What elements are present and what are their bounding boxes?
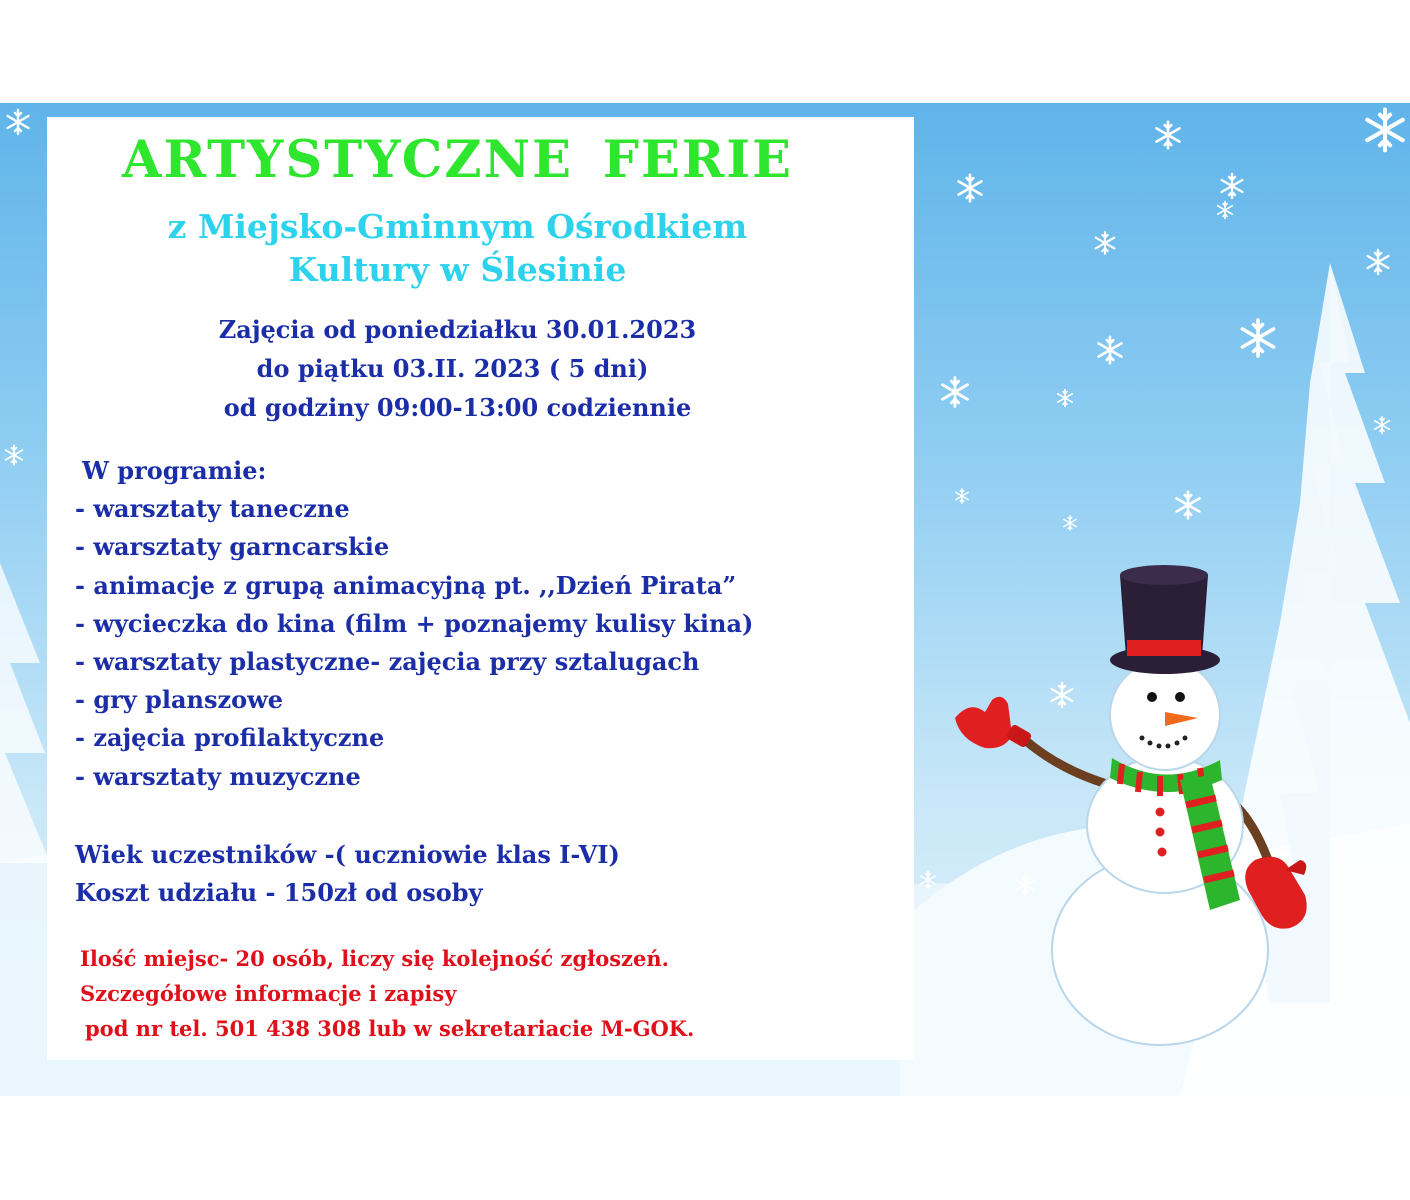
- contact-line: Ilość miejsc- 20 osób, liczy się kolejność zgłoszeń.: [80, 946, 669, 971]
- program-item: - zajęcia profilaktyczne: [75, 723, 385, 753]
- program-heading: W programie:: [82, 456, 267, 485]
- program-item: - warsztaty taneczne: [75, 494, 350, 524]
- snowy-tree-left: [0, 563, 50, 863]
- participant-info: [75, 836, 895, 912]
- poster-title: ARTYSTYCZNE FERIE: [122, 130, 793, 190]
- program-item: - warsztaty muzyczne: [75, 761, 361, 791]
- program-item: - wycieczka do kina (film + poznajemy kulisy kina): [75, 608, 754, 638]
- snowy-tree: [1180, 263, 1410, 1096]
- cost-info: Koszt udziału - 150zł od osoby: [75, 878, 483, 907]
- schedule-line: do piątku 03.II. 2023 ( 5 dni): [256, 354, 649, 383]
- age-info: Wiek uczestników -( uczniowie klas I-VI): [75, 840, 620, 869]
- subtitle-line: Kultury w Ślesinie: [288, 250, 627, 289]
- program-item: - gry planszowe: [75, 685, 284, 715]
- schedule-info: [0, 310, 915, 427]
- contact-info: [80, 941, 910, 1046]
- program-item: - warsztaty garncarskie: [75, 532, 390, 562]
- program-list: [75, 452, 895, 796]
- schedule-line: Zajęcia od poniedziałku 30.01.2023: [218, 315, 697, 344]
- program-item: - warsztaty plastyczne- zajęcia przy sztalugach: [75, 647, 700, 677]
- subtitle-line: z Miejsko-Gminnym Ośrodkiem: [167, 207, 748, 246]
- program-item: - animacje z grupą animacyjną pt. ,,Dzień Pirata”: [75, 570, 737, 600]
- contact-line: pod nr tel. 501 438 308 lub w sekretariacie M-GOK.: [85, 1016, 695, 1041]
- contact-line: Szczegółowe informacje i zapisy: [80, 981, 457, 1006]
- poster-subtitle: [0, 205, 915, 291]
- schedule-line: od godziny 09:00-13:00 codziennie: [223, 393, 692, 422]
